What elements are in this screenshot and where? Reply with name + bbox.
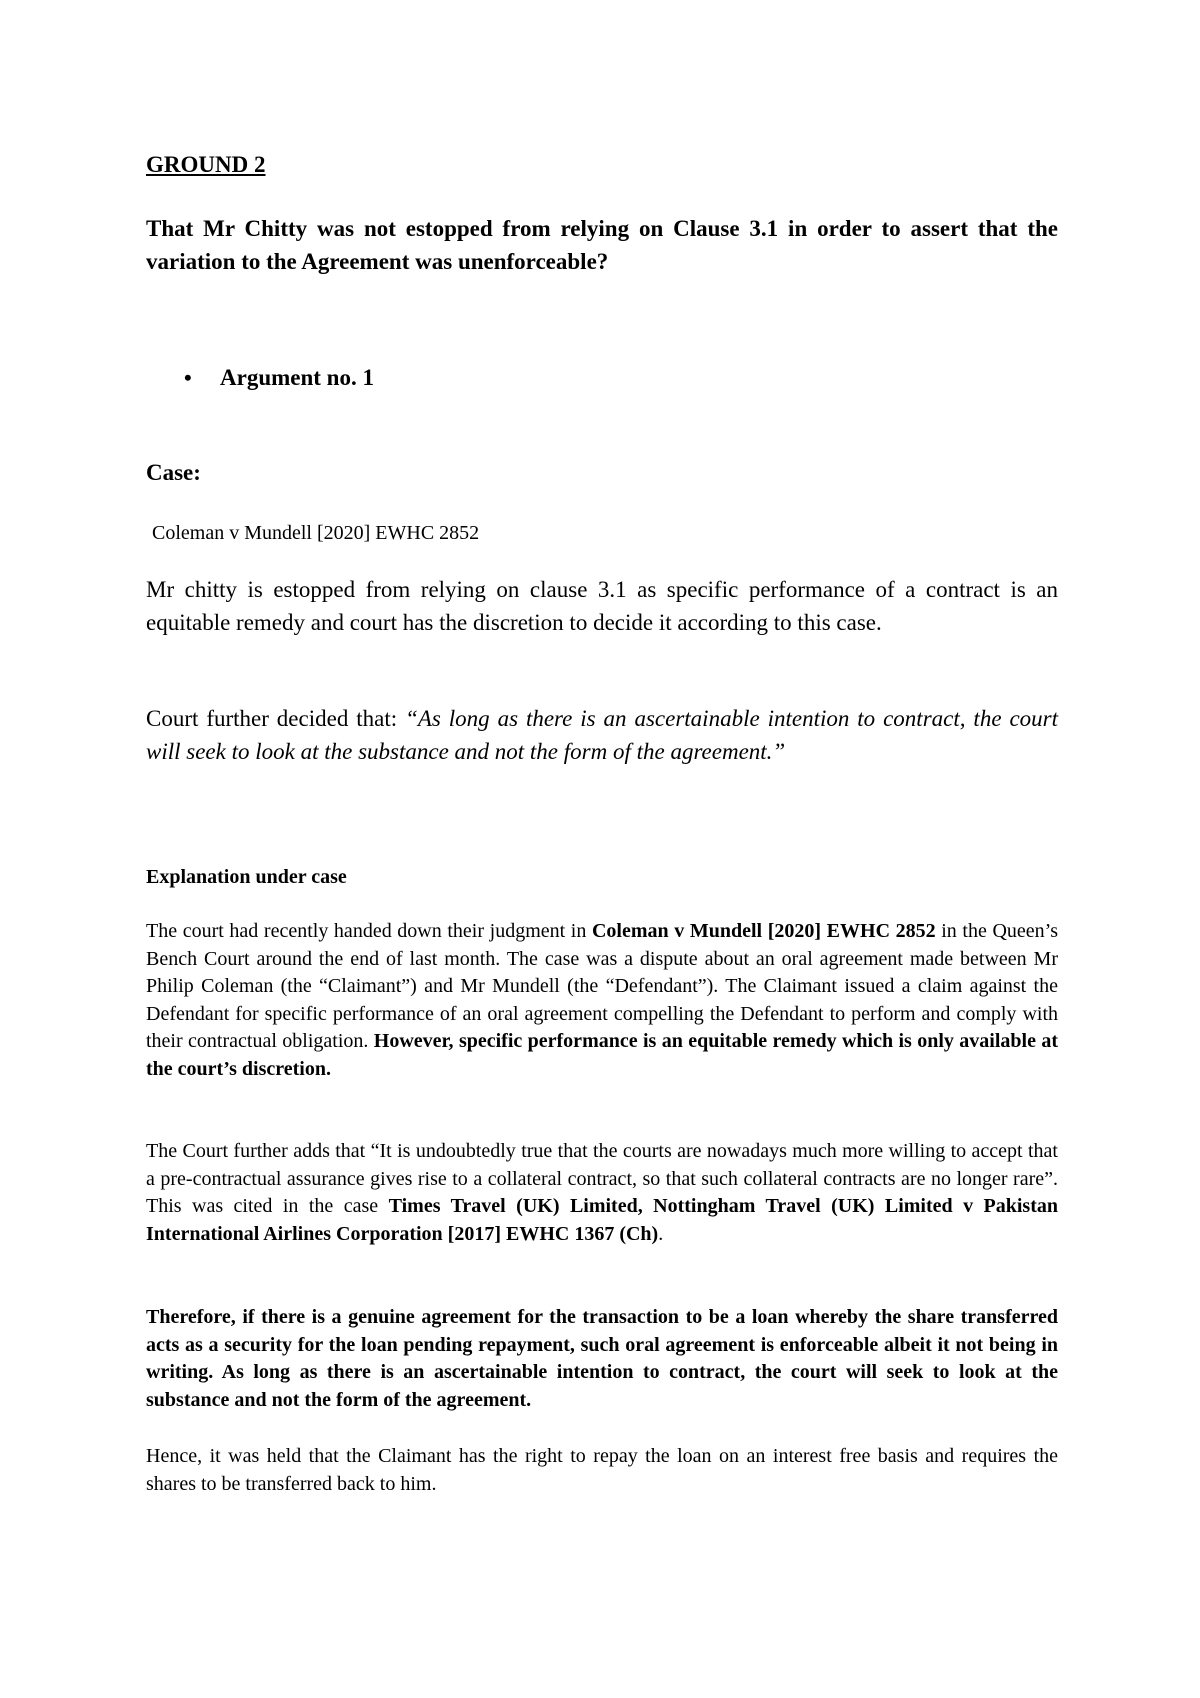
bullet-icon: • <box>184 365 192 390</box>
court-decided-quote: “As long as there is an ascertainable intention to contract, the court will seek to look at the substance and not the form of the agreement.” <box>146 706 1058 764</box>
case-label: Case: <box>146 460 201 485</box>
judgment-text-2: in the Queen’s Bench Court around the end of last month. The case was a dispute about an oral agreement made between Mr Philip Coleman (the “Claimant”) and Mr Mundell (the “Defendant”). The Claimant issued a claim against the Defendant for specific performance of an oral agreement compelling the Defendant to perform and comply with their contractual obligation. <box>146 920 1059 1053</box>
court-adds-text-1: The Court further adds that “It is undoubtedly true that the courts are nowadays much more willing to accept that a pre-contractual assurance gives rise to a collateral contract, so that such collateral contracts are no longer rare”. This was cited in the case <box>146 1140 1058 1218</box>
court-adds-text-2: . <box>658 1222 664 1245</box>
ground-heading: GROUND 2 <box>146 152 266 177</box>
argument-label: Argument no. 1 <box>220 365 374 390</box>
judgment-paragraph <box>146 918 1058 1084</box>
judgment-discretion-note: However, specific performance is an equitable remedy which is only available at the court’s discretion. <box>146 1030 1058 1080</box>
court-decided-intro: Court further decided that: <box>146 706 406 731</box>
estopped-paragraph: Mr chitty is estopped from relying on clause 3.1 as specific performance of a contract is an equitable remedy and court has the discretion to decide it according to this case. <box>146 577 1058 635</box>
therefore-paragraph: Therefore, if there is a genuine agreement for the transaction to be a loan whereby the share transferred acts as a security for the loan pending repayment, such oral agreement is enforceable albeit it not being in writing. As long as there is an ascertainable intention to contract, the court will seek to look at the substance and not the form of the agreement. <box>146 1306 1058 1411</box>
times-travel-citation: Times Travel (UK) Limited, Nottingham Travel (UK) Limited v Pakistan International Airlines Corporation [2017] EWHC 1367 (Ch) <box>146 1195 1058 1245</box>
case-citation: Coleman v Mundell [2020] EWHC 2852 <box>152 522 480 544</box>
explanation-heading: Explanation under case <box>146 866 347 888</box>
judgment-case-citation: Coleman v Mundell [2020] EWHC 2852 <box>591 920 936 942</box>
judgment-text-1: The court had recently handed down their judgment in <box>146 920 592 942</box>
court-decided-paragraph <box>146 703 1058 768</box>
hence-paragraph: Hence, it was held that the Claimant has the right to repay the loan on an interest free basis and requires the shares to be transferred back to him. <box>146 1445 1058 1495</box>
ground-question: That Mr Chitty was not estopped from relying on Clause 3.1 in order to assert that the variation to the Agreement was unenforceable? <box>146 216 1058 274</box>
court-adds-paragraph <box>146 1138 1058 1248</box>
